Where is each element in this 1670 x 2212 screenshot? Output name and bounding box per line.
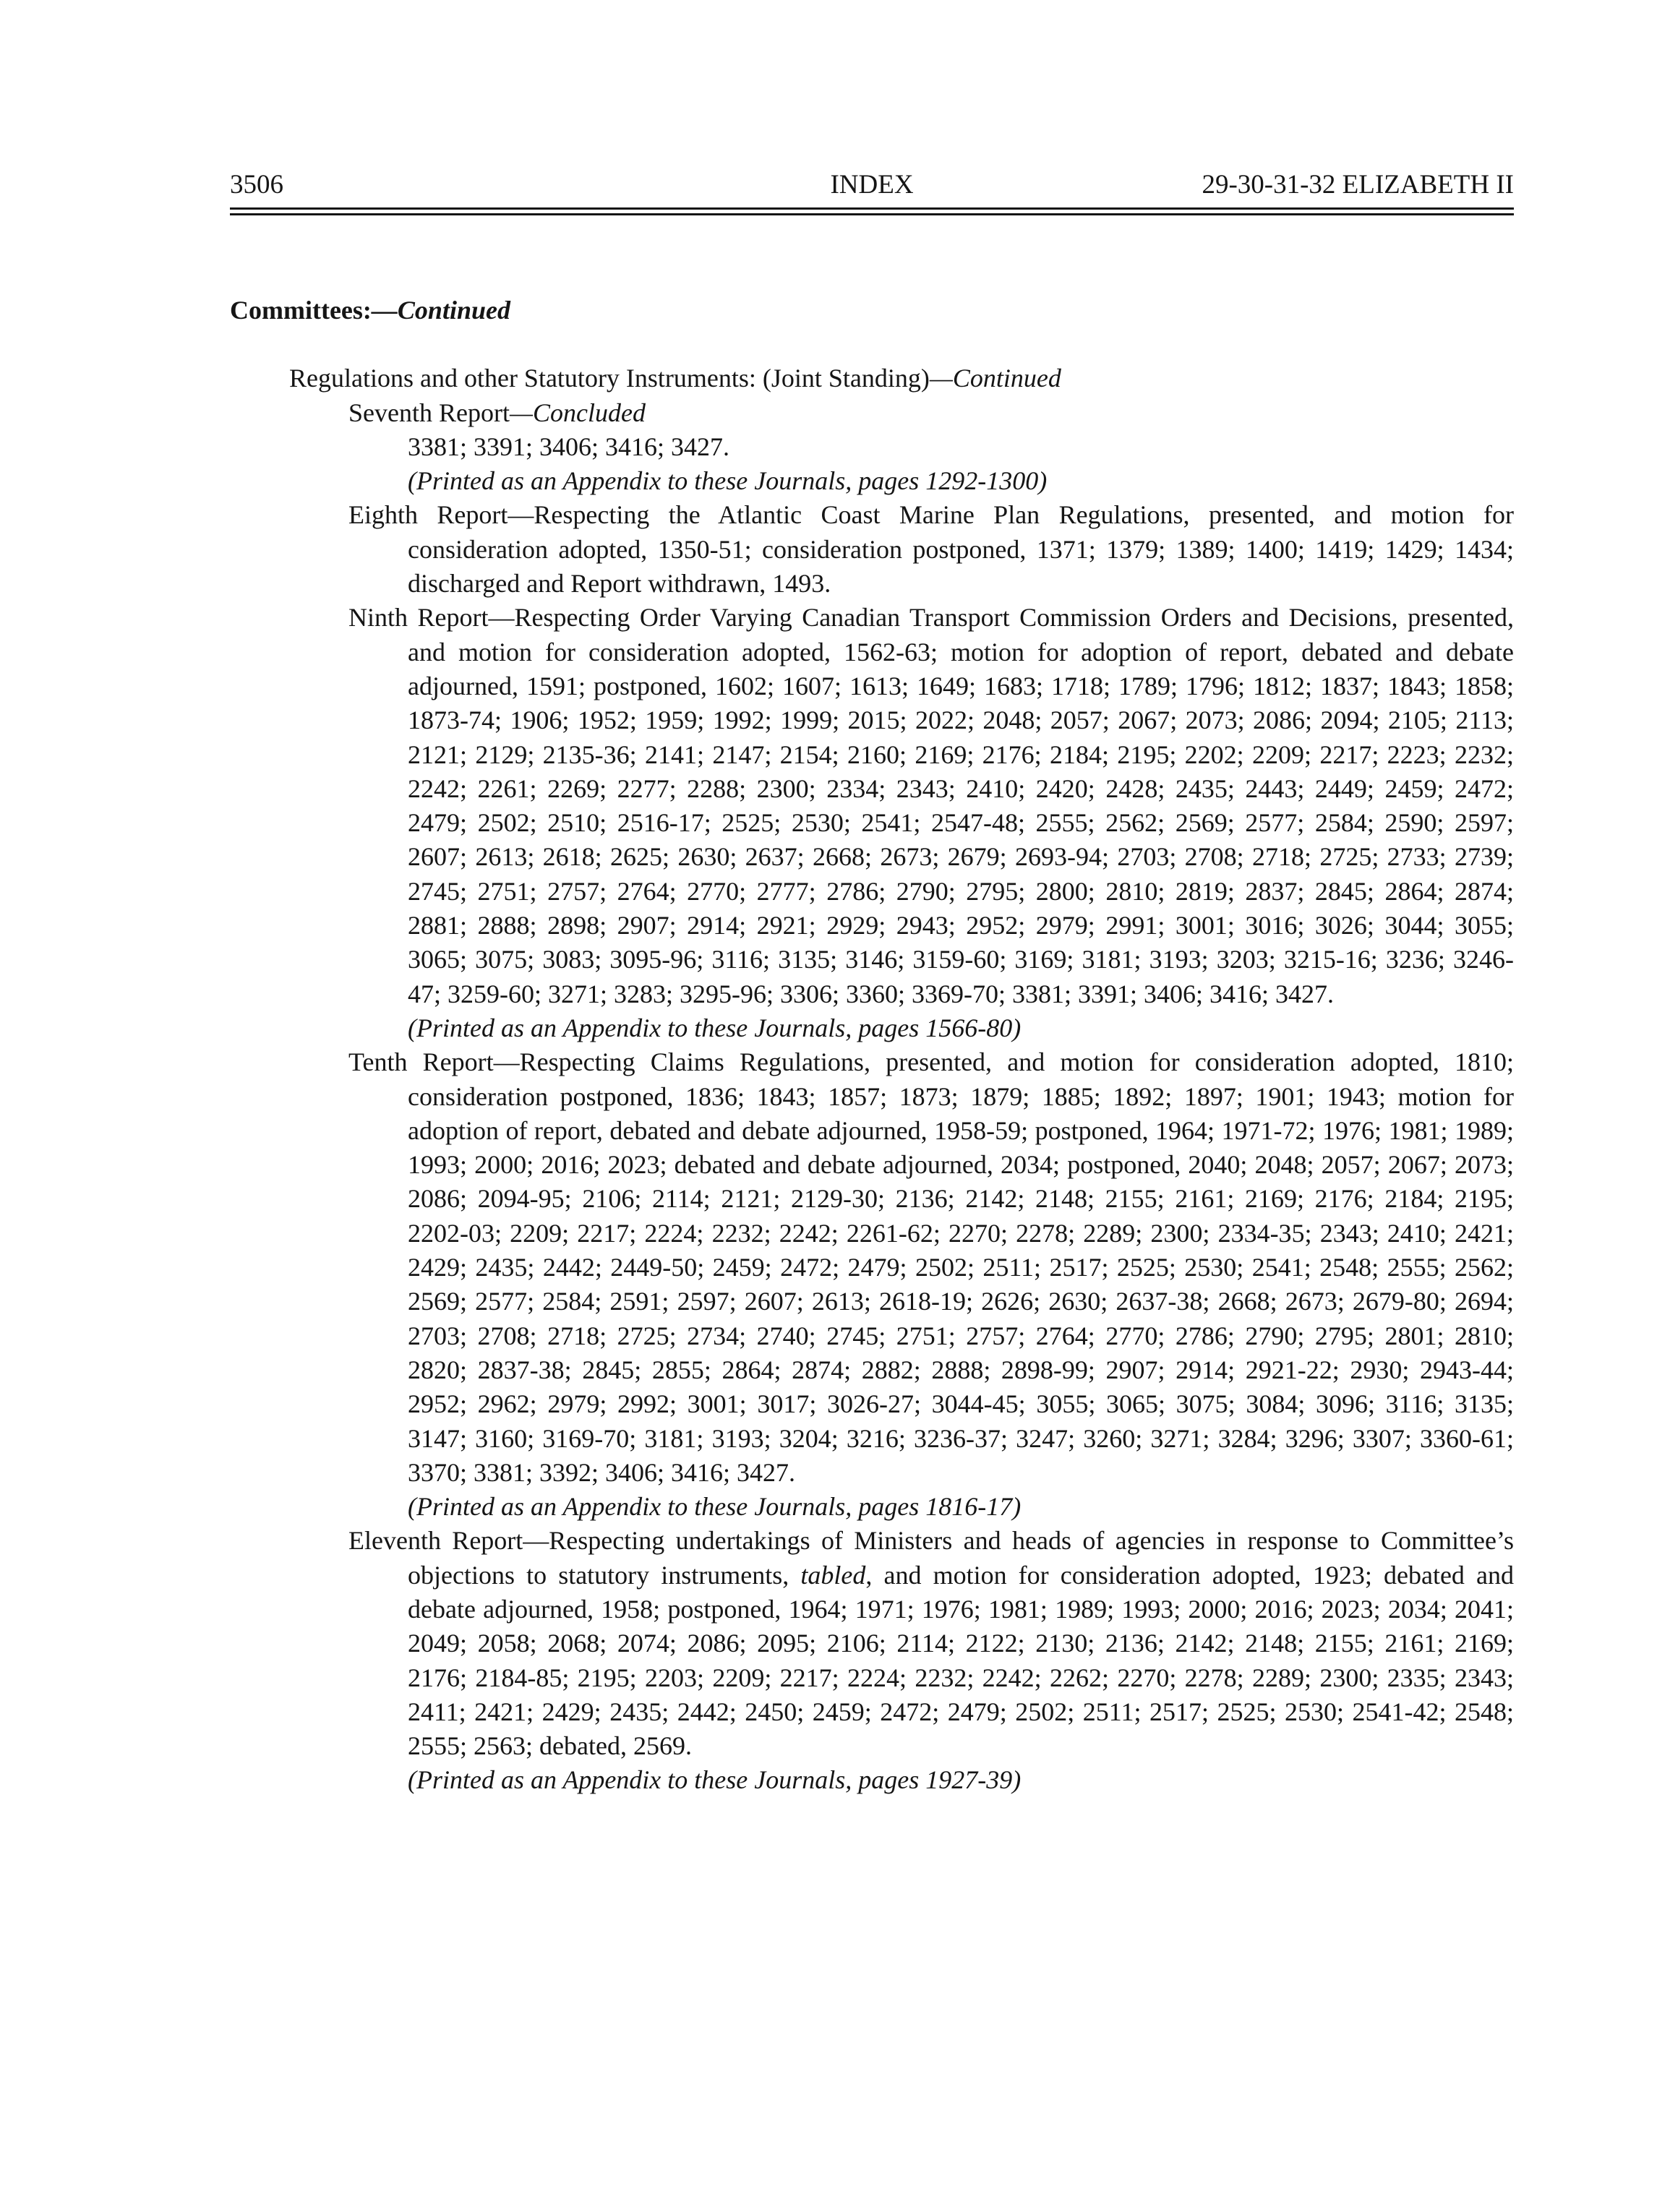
header-rule-bottom bbox=[230, 213, 1514, 215]
reign-label: 29-30-31-32 ELIZABETH II bbox=[1202, 170, 1514, 200]
ninth-report-entry bbox=[230, 601, 1514, 1011]
seventh-report-note: (Printed as an Appendix to these Journals, pages 1292-1300) bbox=[408, 466, 1048, 496]
page-number: 3506 bbox=[230, 170, 283, 200]
tenth-report-entry bbox=[230, 1045, 1514, 1490]
eleventh-report-entry bbox=[230, 1524, 1514, 1763]
page-title: INDEX bbox=[830, 170, 914, 200]
eighth-report-entry bbox=[230, 498, 1514, 601]
spacer bbox=[230, 327, 1514, 361]
ninth-report-note: (Printed as an Appendix to these Journals, pages 1566-80) bbox=[408, 1013, 1022, 1042]
seventh-report-pages: 3381; 3391; 3406; 3416; 3427. bbox=[408, 432, 730, 461]
subsection-heading-continued: —Continued bbox=[929, 364, 1061, 393]
eleventh-report-label: Eleventh Report bbox=[348, 1526, 523, 1556]
section-heading bbox=[230, 293, 1514, 327]
eleventh-report-text-before: —Respecting undertakings of Ministers and heads of agencies in response to Committee’s objections to statutory instruments, bbox=[408, 1526, 1514, 1590]
ninth-report-text: —Respecting Order Varying Canadian Transport Commission Orders and Decisions, presented, and motion for consideration adopted, 1562-63; motion for adoption of report, debated and debate adjourned, 1591; postponed, 1602; 1607; 1613; 1649; 1683; 1718; 1789; 1796; 1812; 1837; 1843; 1858; 1873-74; 1906; 1952; 1959; 1992; 1999; 2015; 2022; 2048; 2057; 2067; 2073; 2086; 2094; 2105; 2113; 2121; 2129; 2135-36; 2141; 2147; 2154; 2160; 2169; 2176; 2184; 2195; 2202; 2209; 2217; 2223; 2232; 2242; 2261; 2269; 2277; 2288; 2300; 2334; 2343; 2410; 2420; 2428; 2435; 2443; 2449; 2459; 2472; 2479; 2502; 2510; 2516-17; 2525; 2530; 2541; 2547-48; 2555; 2562; 2569; 2577; 2584; 2590; 2597; 2607; 2613; 2618; 2625; 2630; 2637; 2668; 2673; 2679; 2693-94; 2703; 2708; 2718; 2725; 2733; 2739; 2745; 2751; 2757; 2764; 2770; 2777; 2786; 2790; 2795; 2800; 2810; 2819; 2837; 2845; 2864; 2874; 2881; 2888; 2898; 2907; 2914; 2921; 2929; 2943; 2952; 2979; 2991; 3001; 3016; 3026; 3044; 3055; 3065; 3075; 3083; 3095-96; 3116; 3135; 3146; 3159-60; 3169; 3181; 3193; 3203; 3215-16; 3236; 3246-47; 3259-60; 3271; 3283; 3295-96; 3306; 3360; 3369-70; 3381; 3391; 3406; 3416; 3427. bbox=[408, 603, 1515, 1008]
seventh-report-concluded: —Concluded bbox=[509, 398, 646, 427]
ninth-report-label: Ninth Report bbox=[348, 603, 489, 633]
section-heading-label: Committees: bbox=[230, 296, 372, 325]
running-header bbox=[230, 163, 1514, 207]
section-heading-continued: —Continued bbox=[371, 296, 510, 325]
eleventh-report-text-after: , and motion for consideration adopted, 1923; debated and debate adjourned, 1958; postponed, 1964; 1971; 1976; 1981; 1989; 1993; 2000; 2016; 2023; 2034; 2041; 2049; 2058; 2068; 2074; 2086; 2095; 2106; 2114; 2122; 2130; 2136; 2142; 2148; 2155; 2161; 2169; 2176; 2184-85; 2195; 2203; 2209; 2217; 2224; 2232; 2242; 2262; 2270; 2278; 2289; 2300; 2335; 2343; 2411; 2421; 2429; 2435; 2442; 2450; 2459; 2472; 2479; 2502; 2511; 2517; 2525; 2530; 2541-42; 2548; 2555; 2563; debated, 2569. bbox=[408, 1560, 1515, 1761]
eighth-report-text: —Respecting the Atlantic Coast Marine Plan Regulations, presented, and motion for consideration adopted, 1350-51; consideration postponed, 1371; 1379; 1389; 1400; 1419; 1429; 1434; discharged and Report withdrawn, 1493. bbox=[408, 500, 1514, 599]
seventh-report-label: Seventh Report bbox=[348, 398, 510, 427]
eleventh-report-tabled: tabled bbox=[800, 1560, 866, 1590]
index-content bbox=[230, 293, 1514, 1798]
header-rule-top bbox=[230, 207, 1514, 210]
seventh-report-heading bbox=[230, 396, 1514, 430]
subsection-heading bbox=[230, 361, 1514, 395]
subsection-heading-label: Regulations and other Statutory Instruments: (Joint Standing) bbox=[289, 364, 930, 393]
eleventh-report-note: (Printed as an Appendix to these Journals, pages 1927-39) bbox=[408, 1765, 1022, 1795]
tenth-report-text: —Respecting Claims Regulations, presented, and motion for consideration adopted, 1810; consideration postponed, 1836; 1843; 1857; 1873; 1879; 1885; 1892; 1897; 1901; 1943; motion for adoption of report, debated and debate adjourned, 1958-59; postponed, 1964; 1971-72; 1976; 1981; 1989; 1993; 2000; 2016; 2023; debated and debate adjourned, 2034; postponed, 2040; 2048; 2057; 2067; 2073; 2086; 2094-95; 2106; 2114; 2121; 2129-30; 2136; 2142; 2148; 2155; 2161; 2169; 2176; 2184; 2195; 2202-03; 2209; 2217; 2224; 2232; 2242; 2261-62; 2270; 2278; 2289; 2300; 2334-35; 2343; 2410; 2421; 2429; 2435; 2442; 2449-50; 2459; 2472; 2479; 2502; 2511; 2517; 2525; 2530; 2541; 2548; 2555; 2562; 2569; 2577; 2584; 2591; 2597; 2607; 2613; 2618-19; 2626; 2630; 2637-38; 2668; 2673; 2679-80; 2694; 2703; 2708; 2718; 2725; 2734; 2740; 2745; 2751; 2757; 2764; 2770; 2786; 2790; 2795; 2801; 2810; 2820; 2837-38; 2845; 2855; 2864; 2874; 2882; 2888; 2898-99; 2907; 2914; 2921-22; 2930; 2943-44; 2952; 2962; 2979; 2992; 3001; 3017; 3026-27; 3044-45; 3055; 3065; 3075; 3084; 3096; 3116; 3135; 3147; 3160; 3169-70; 3181; 3193; 3204; 3216; 3236-37; 3247; 3260; 3271; 3284; 3296; 3307; 3360-61; 3370; 3381; 3392; 3406; 3416; 3427. bbox=[408, 1047, 1515, 1487]
tenth-report-label: Tenth Report bbox=[348, 1047, 494, 1077]
tenth-report-note: (Printed as an Appendix to these Journals, pages 1816-17) bbox=[408, 1492, 1022, 1522]
eighth-report-label: Eighth Report bbox=[348, 500, 508, 530]
